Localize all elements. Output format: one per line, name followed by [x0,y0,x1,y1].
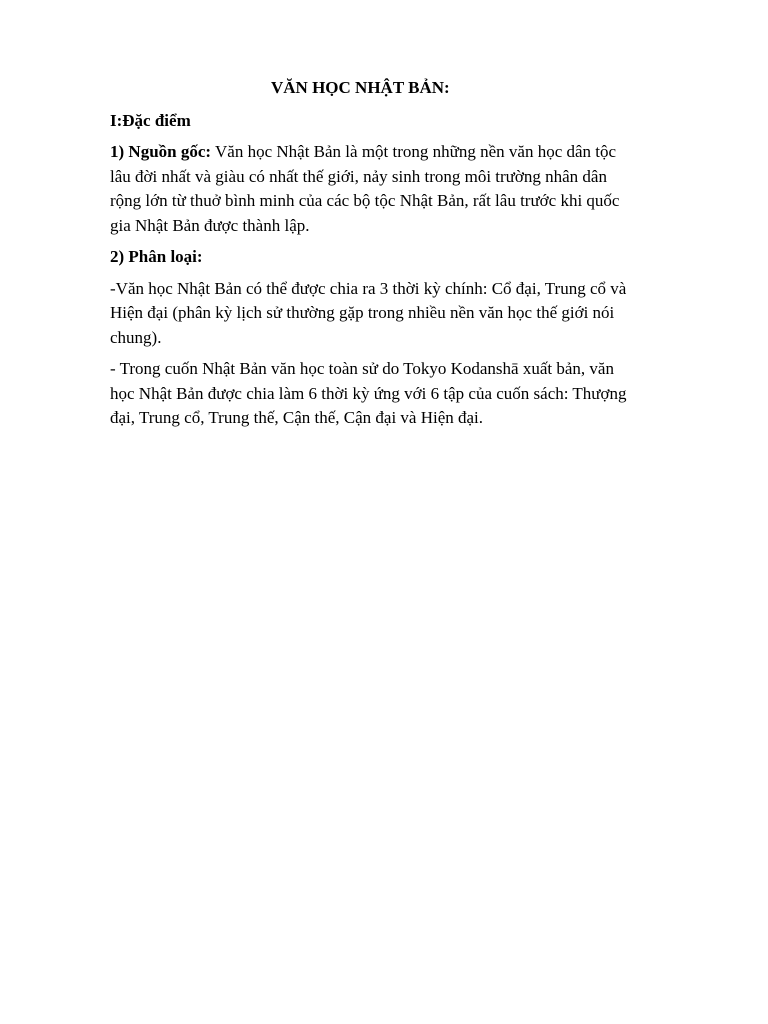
classification-paragraph-2: - Trong cuốn Nhật Bản văn học toàn sử do Tokyo Kodanshā xuất bản, văn học Nhật Bản được chia làm 6 thời kỳ ứng với 6 tập của cuốn sách: Thượng đại, Trung cổ, Trung thế, Cận thế, Cận đại và Hiện đại. [110,359,627,427]
classification-paragraph-1: -Văn học Nhật Bản có thể được chia ra 3 thời kỳ chính: Cổ đại, Trung cổ và Hiện đại (phân kỳ lịch sử thường gặp trong nhiều nền văn học thế giới nói chung). [110,278,627,347]
origin-paragraph [110,140,630,238]
document-title: VĂN HỌC NHẬT BẢN: [271,78,450,97]
document-body [110,76,630,438]
origin-text: Văn học Nhật Bản là một trong những nền văn học dân tộc lâu đời nhất và giàu có nhất thế giới, nảy sinh trong môi trường nhân dân rộng lớn từ thuở bình minh của các bộ tộc Nhật Bản, rất lâu trước khi quốc gia Nhật Bản được thành lập. [110,142,620,235]
origin-label: 1) Nguồn gốc: [110,142,212,161]
section-heading: I:Đặc điểm [110,110,191,130]
classification-heading: 2) Phân loại: [110,247,203,266]
